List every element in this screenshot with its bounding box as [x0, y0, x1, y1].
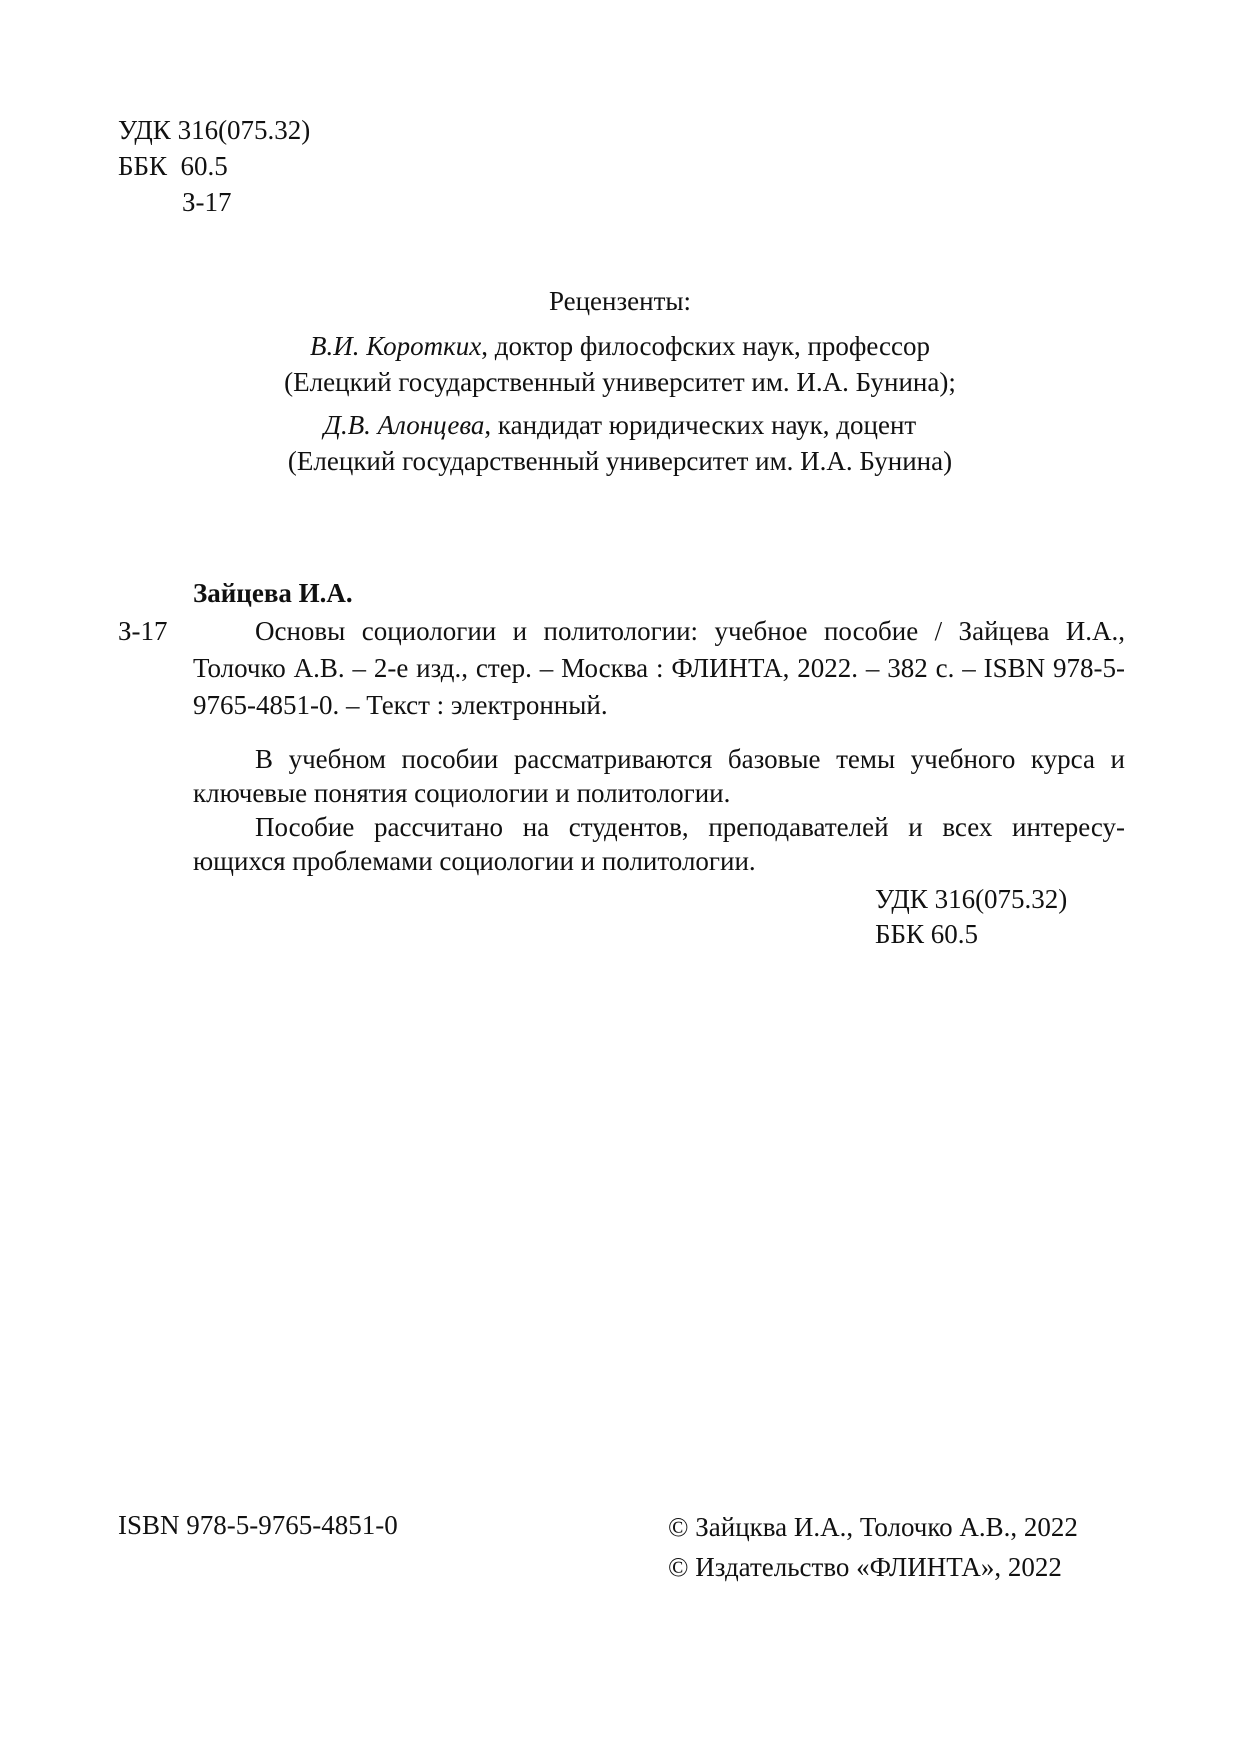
abstract-block — [193, 742, 1125, 878]
isbn-footer: ISBN 978-5-9765-4851-0 — [118, 1510, 398, 1540]
reviewer-2-name: Д.В. Алонцева — [323, 410, 485, 440]
entry-description: Основы социологии и политологии: учебное пособие / Зайцева И.А., Толочко А.В. – 2-е изд., стер. – Москва : ФЛИНТА, 2022. – 382 с. – ISBN 978-5-9765-4851-0. – Текст : электронный. — [193, 616, 1125, 720]
reviewer-1-title: , доктор философских наук, профессор — [481, 331, 931, 361]
bottom-classification-codes — [875, 882, 1067, 952]
bottom-udk-code: УДК 316(075.32) — [875, 884, 1068, 914]
reviewer-1-affiliation: (Елецкий государственный университет им. И.А. Бунина); — [284, 367, 956, 397]
reviewer-1 — [150, 328, 1090, 400]
reviewer-1-line — [150, 328, 1090, 364]
reviewer-2-title: , кандидат юридических наук, доцент — [484, 410, 917, 440]
author-mark-code: З-17 — [182, 187, 232, 217]
entry-author-mark: З-17 — [118, 616, 168, 646]
abstract-paragraph-2: Пособие рассчитано на студентов, преподавателей и всех интересу-ющихся проблемами социологии и политологии. — [193, 812, 1125, 876]
reviewer-2 — [150, 407, 1090, 479]
abstract-paragraph-1: В учебном пособии рассматриваются базовые темы учебного курса и ключевые понятия социологии и политологии. — [193, 744, 1125, 808]
reviewers-heading: Рецензенты: — [548, 286, 692, 316]
reviewer-2-line — [150, 407, 1090, 443]
reviewer-1-name: В.И. Коротких — [309, 331, 482, 361]
bibliographic-entry — [193, 575, 1125, 724]
copyright-block — [668, 1507, 1078, 1587]
copyright-authors: © Зайцква И.А., Толочко А.В., 2022 — [668, 1512, 1078, 1542]
bottom-bbk-code: ББК 60.5 — [875, 919, 979, 949]
top-classification-codes — [118, 112, 310, 220]
bbk-code: ББК 60.5 — [118, 151, 228, 181]
copyright-publisher: © Издательство «ФЛИНТА», 2022 — [668, 1552, 1062, 1582]
reviewers-block — [150, 283, 1090, 486]
udk-code: УДК 316(075.32) — [118, 115, 311, 145]
entry-author: Зайцева И.А. — [193, 578, 353, 608]
reviewer-2-affiliation: (Елецкий государственный университет им. И.А. Бунина) — [287, 446, 953, 476]
